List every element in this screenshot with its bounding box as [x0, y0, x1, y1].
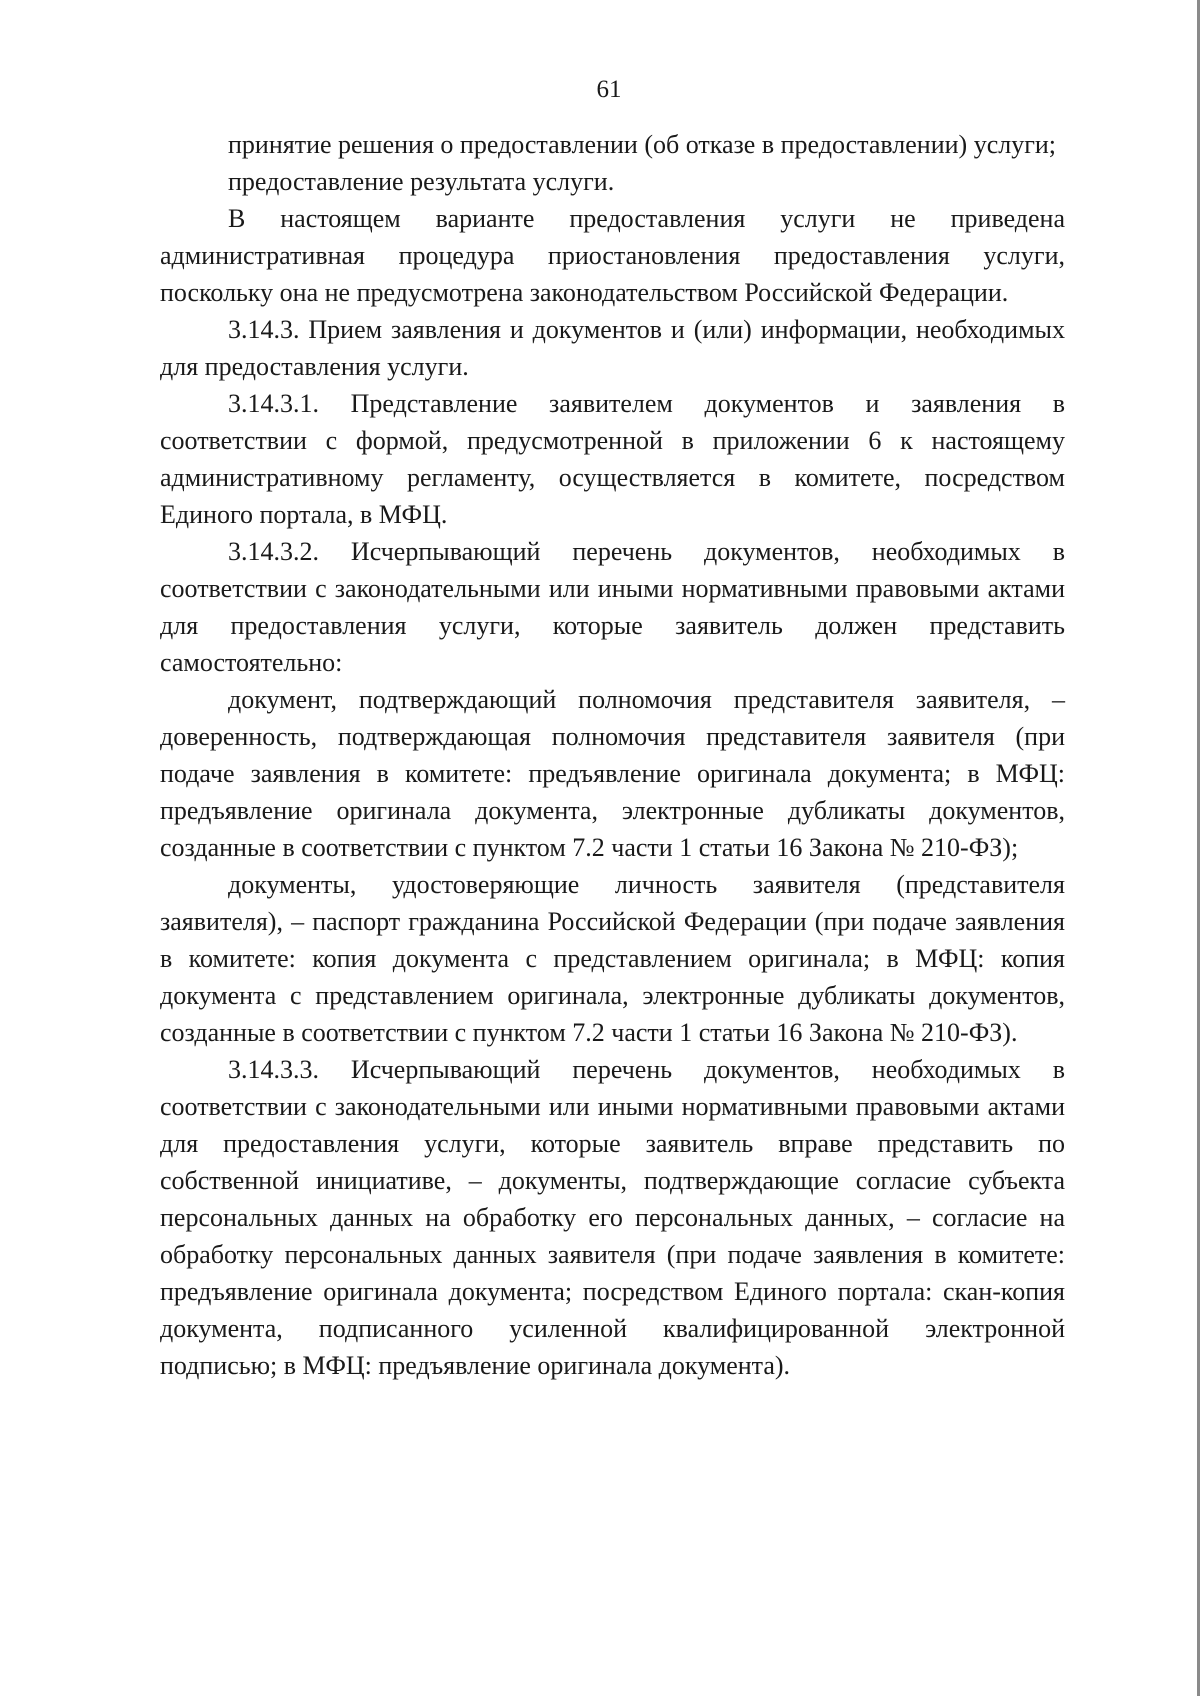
paragraph-3-14-3: 3.14.3. Прием заявления и документов и (или) информации, необходимых для предоставления услуги. — [160, 315, 1065, 381]
paragraph-power-of-attorney: документ, подтверждающий полномочия представителя заявителя, – доверенность, подтверждающая полномочия представителя заявителя (при подаче заявления в комитете: предъявление оригинала документа; в МФЦ: предъявление оригинала документа, электронные дубликаты документов, созданные в соответствии с пунктом 7.2 части 1 статьи 16 Закона № 210-ФЗ); — [160, 685, 1065, 862]
page-number: 61 — [596, 76, 622, 103]
paragraph-3-14-3-2: 3.14.3.2. Исчерпывающий перечень документов, необходимых в соответствии с законодательными или иными нормативными правовыми актами для предоставления услуги, которые заявитель должен представить самостоятельно: — [160, 537, 1065, 677]
document-body — [160, 126, 1065, 1384]
paragraph-3-14-3-1: 3.14.3.1. Представление заявителем документов и заявления в соответствии с формой, предусмотренной в приложении 6 к настоящему административному регламенту, осуществляется в комитете, посредством Единого портала, в МФЦ. — [160, 389, 1065, 529]
paragraph-decision: принятие решения о предоставлении (об отказе в предоставлении) услуги; — [228, 130, 1057, 159]
paragraph-3-14-3-3: 3.14.3.3. Исчерпывающий перечень документов, необходимых в соответствии с законодательными или иными нормативными правовыми актами для предоставления услуги, которые заявитель вправе представить по собственной инициативе, – документы, подтверждающие согласие субъекта персональных данных на обработку его персональных данных, – согласие на обработку персональных данных заявителя (при подаче заявления в комитете: предъявление оригинала документа; посредством Единого портала: скан-копия документа, подписанного усиленной квалифицированной электронной подписью; в МФЦ: предъявление оригинала документа). — [160, 1055, 1065, 1380]
paragraph-result: предоставление результата услуги. — [228, 167, 615, 196]
paragraph-identity-documents: документы, удостоверяющие личность заявителя (представителя заявителя), – паспорт гражданина Российской Федерации (при подаче заявления в комитете: копия документа с представлением оригинала; в МФЦ: копия документа с представлением оригинала, электронные дубликаты документов, созданные в соответствии с пунктом 7.2 части 1 статьи 16 Закона № 210-ФЗ). — [160, 870, 1065, 1047]
paragraph-suspension-note: В настоящем варианте предоставления услуги не приведена административная процедура приостановления предоставления услуги, поскольку она не предусмотрена законодательством Российской Федерации. — [160, 204, 1065, 307]
